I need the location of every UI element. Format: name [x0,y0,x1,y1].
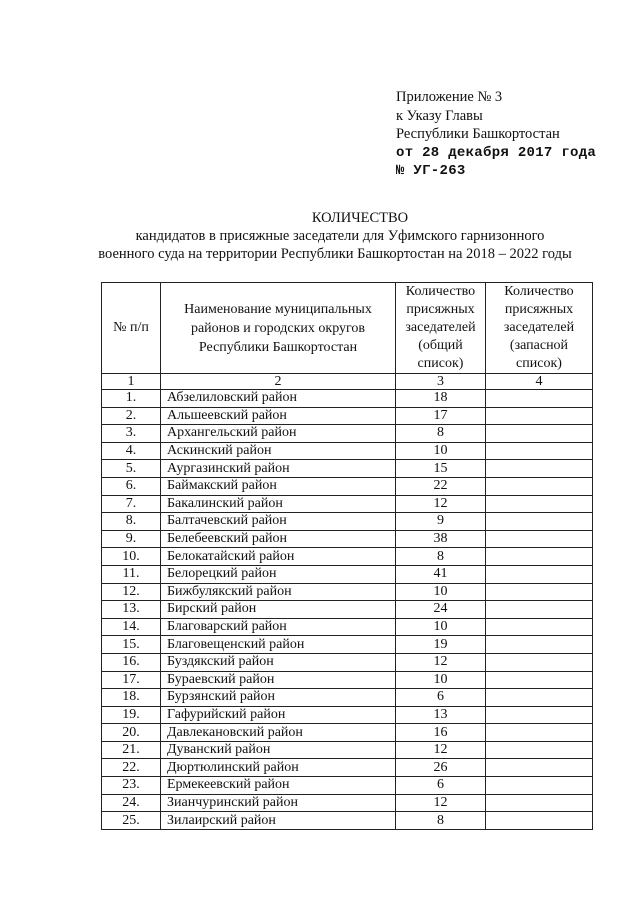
column-numbers-row [102,374,593,390]
table-row [102,407,593,425]
column-number: 4 [486,374,593,390]
row-municipality: Бакалинский район [161,495,396,513]
row-total: 6 [396,777,486,795]
table-row [102,442,593,460]
row-reserve [486,390,593,408]
row-number: 24. [102,794,161,812]
row-number: 3. [102,425,161,443]
table-row [102,741,593,759]
row-total: 24 [396,601,486,619]
row-total: 12 [396,653,486,671]
table-row [102,601,593,619]
row-total: 12 [396,495,486,513]
row-reserve [486,495,593,513]
table-row [102,530,593,548]
table-header-row [102,283,593,374]
row-reserve [486,583,593,601]
row-municipality: Гафурийский район [161,706,396,724]
row-number: 10. [102,548,161,566]
row-number: 2. [102,407,161,425]
row-number: 19. [102,706,161,724]
header-reserve: Количество присяжных заседателей (запасной список) [486,283,593,374]
row-total: 16 [396,724,486,742]
row-reserve [486,741,593,759]
table-row [102,671,593,689]
row-reserve [486,530,593,548]
row-reserve [486,653,593,671]
table-row [102,477,593,495]
appendix-number: № УГ-263 [396,163,466,179]
row-reserve [486,513,593,531]
row-total: 22 [396,477,486,495]
row-number: 21. [102,741,161,759]
row-number: 25. [102,812,161,830]
row-reserve [486,477,593,495]
row-number: 13. [102,601,161,619]
table-row [102,794,593,812]
row-municipality: Баймакский район [161,477,396,495]
row-total: 26 [396,759,486,777]
row-total: 10 [396,671,486,689]
row-municipality: Бирский район [161,601,396,619]
header-municipality: Наименование муниципальных районов и городских округов Республики Башкортостан [161,283,396,374]
row-municipality: Зианчуринский район [161,794,396,812]
row-reserve [486,618,593,636]
row-total: 8 [396,425,486,443]
row-number: 4. [102,442,161,460]
row-municipality: Белебеевский район [161,530,396,548]
row-reserve [486,689,593,707]
row-reserve [486,777,593,795]
row-total: 17 [396,407,486,425]
appendix-date: от 28 декабря 2017 года [396,144,597,161]
row-total: 41 [396,565,486,583]
row-municipality: Ермекеевский район [161,777,396,795]
appendix-block [396,88,596,181]
table-row [102,777,593,795]
row-reserve [486,565,593,583]
row-total: 12 [396,741,486,759]
table-row [102,636,593,654]
jurors-table [101,282,593,830]
document-subtitle-line2: военного суда на территории Республики Башкортостан на 2018 – 2022 годы [98,246,572,262]
table-row [102,812,593,830]
row-number: 8. [102,513,161,531]
document-subtitle-line1: кандидатов в присяжные заседатели для Уфимского гарнизонного [135,228,545,244]
table-row [102,425,593,443]
row-number: 12. [102,583,161,601]
row-number: 9. [102,530,161,548]
row-municipality: Давлекановский район [161,724,396,742]
row-reserve [486,548,593,566]
row-reserve [486,425,593,443]
row-reserve [486,601,593,619]
row-municipality: Благоварский район [161,618,396,636]
row-municipality: Бурзянский район [161,689,396,707]
table-row [102,759,593,777]
row-number: 7. [102,495,161,513]
row-total: 9 [396,513,486,531]
row-total: 13 [396,706,486,724]
row-number: 6. [102,477,161,495]
table-row [102,548,593,566]
table-row [102,583,593,601]
table-row [102,706,593,724]
table-body [102,374,593,830]
row-reserve [486,812,593,830]
row-number: 20. [102,724,161,742]
row-total: 12 [396,794,486,812]
header-total: Количество присяжных заседателей (общий список) [396,283,486,374]
row-number: 18. [102,689,161,707]
document-heading [0,209,640,263]
row-number: 11. [102,565,161,583]
table-row [102,460,593,478]
row-total: 18 [396,390,486,408]
table-row [102,390,593,408]
row-reserve [486,724,593,742]
row-reserve [486,671,593,689]
row-number: 16. [102,653,161,671]
table-row [102,724,593,742]
row-number: 15. [102,636,161,654]
row-reserve [486,794,593,812]
document-title: КОЛИЧЕСТВО [311,210,409,226]
column-number: 2 [161,374,396,390]
row-number: 1. [102,390,161,408]
header-number: № п/п [102,283,161,374]
row-number: 14. [102,618,161,636]
row-number: 5. [102,460,161,478]
row-total: 8 [396,548,486,566]
row-municipality: Бураевский район [161,671,396,689]
row-municipality: Бижбулякский район [161,583,396,601]
table-row [102,565,593,583]
row-reserve [486,460,593,478]
row-municipality: Буздякский район [161,653,396,671]
row-total: 38 [396,530,486,548]
row-municipality: Благовещенский район [161,636,396,654]
row-total: 10 [396,618,486,636]
row-municipality: Балтачевский район [161,513,396,531]
row-municipality: Белокатайский район [161,548,396,566]
row-municipality: Дуванский район [161,741,396,759]
row-municipality: Дюртюлинский район [161,759,396,777]
row-total: 6 [396,689,486,707]
appendix-republic: Республики Башкортостан [396,126,560,142]
row-reserve [486,706,593,724]
row-number: 22. [102,759,161,777]
column-number: 1 [102,374,161,390]
table-row [102,513,593,531]
row-total: 19 [396,636,486,654]
column-number: 3 [396,374,486,390]
table-row [102,653,593,671]
row-number: 23. [102,777,161,795]
row-total: 8 [396,812,486,830]
table-row [102,689,593,707]
appendix-decree-ref: к Указу Главы [396,107,483,124]
row-total: 10 [396,583,486,601]
row-municipality: Альшеевский район [161,407,396,425]
row-municipality: Аскинский район [161,442,396,460]
row-reserve [486,442,593,460]
row-reserve [486,407,593,425]
row-municipality: Белорецкий район [161,565,396,583]
row-number: 17. [102,671,161,689]
row-municipality: Зилаирский район [161,812,396,830]
row-total: 10 [396,442,486,460]
row-municipality: Аургазинский район [161,460,396,478]
row-total: 15 [396,460,486,478]
row-reserve [486,759,593,777]
appendix-title: Приложение № 3 [396,89,503,105]
row-municipality: Абзелиловский район [161,390,396,408]
row-reserve [486,636,593,654]
table-row [102,618,593,636]
table-row [102,495,593,513]
row-municipality: Архангельский район [161,425,396,443]
